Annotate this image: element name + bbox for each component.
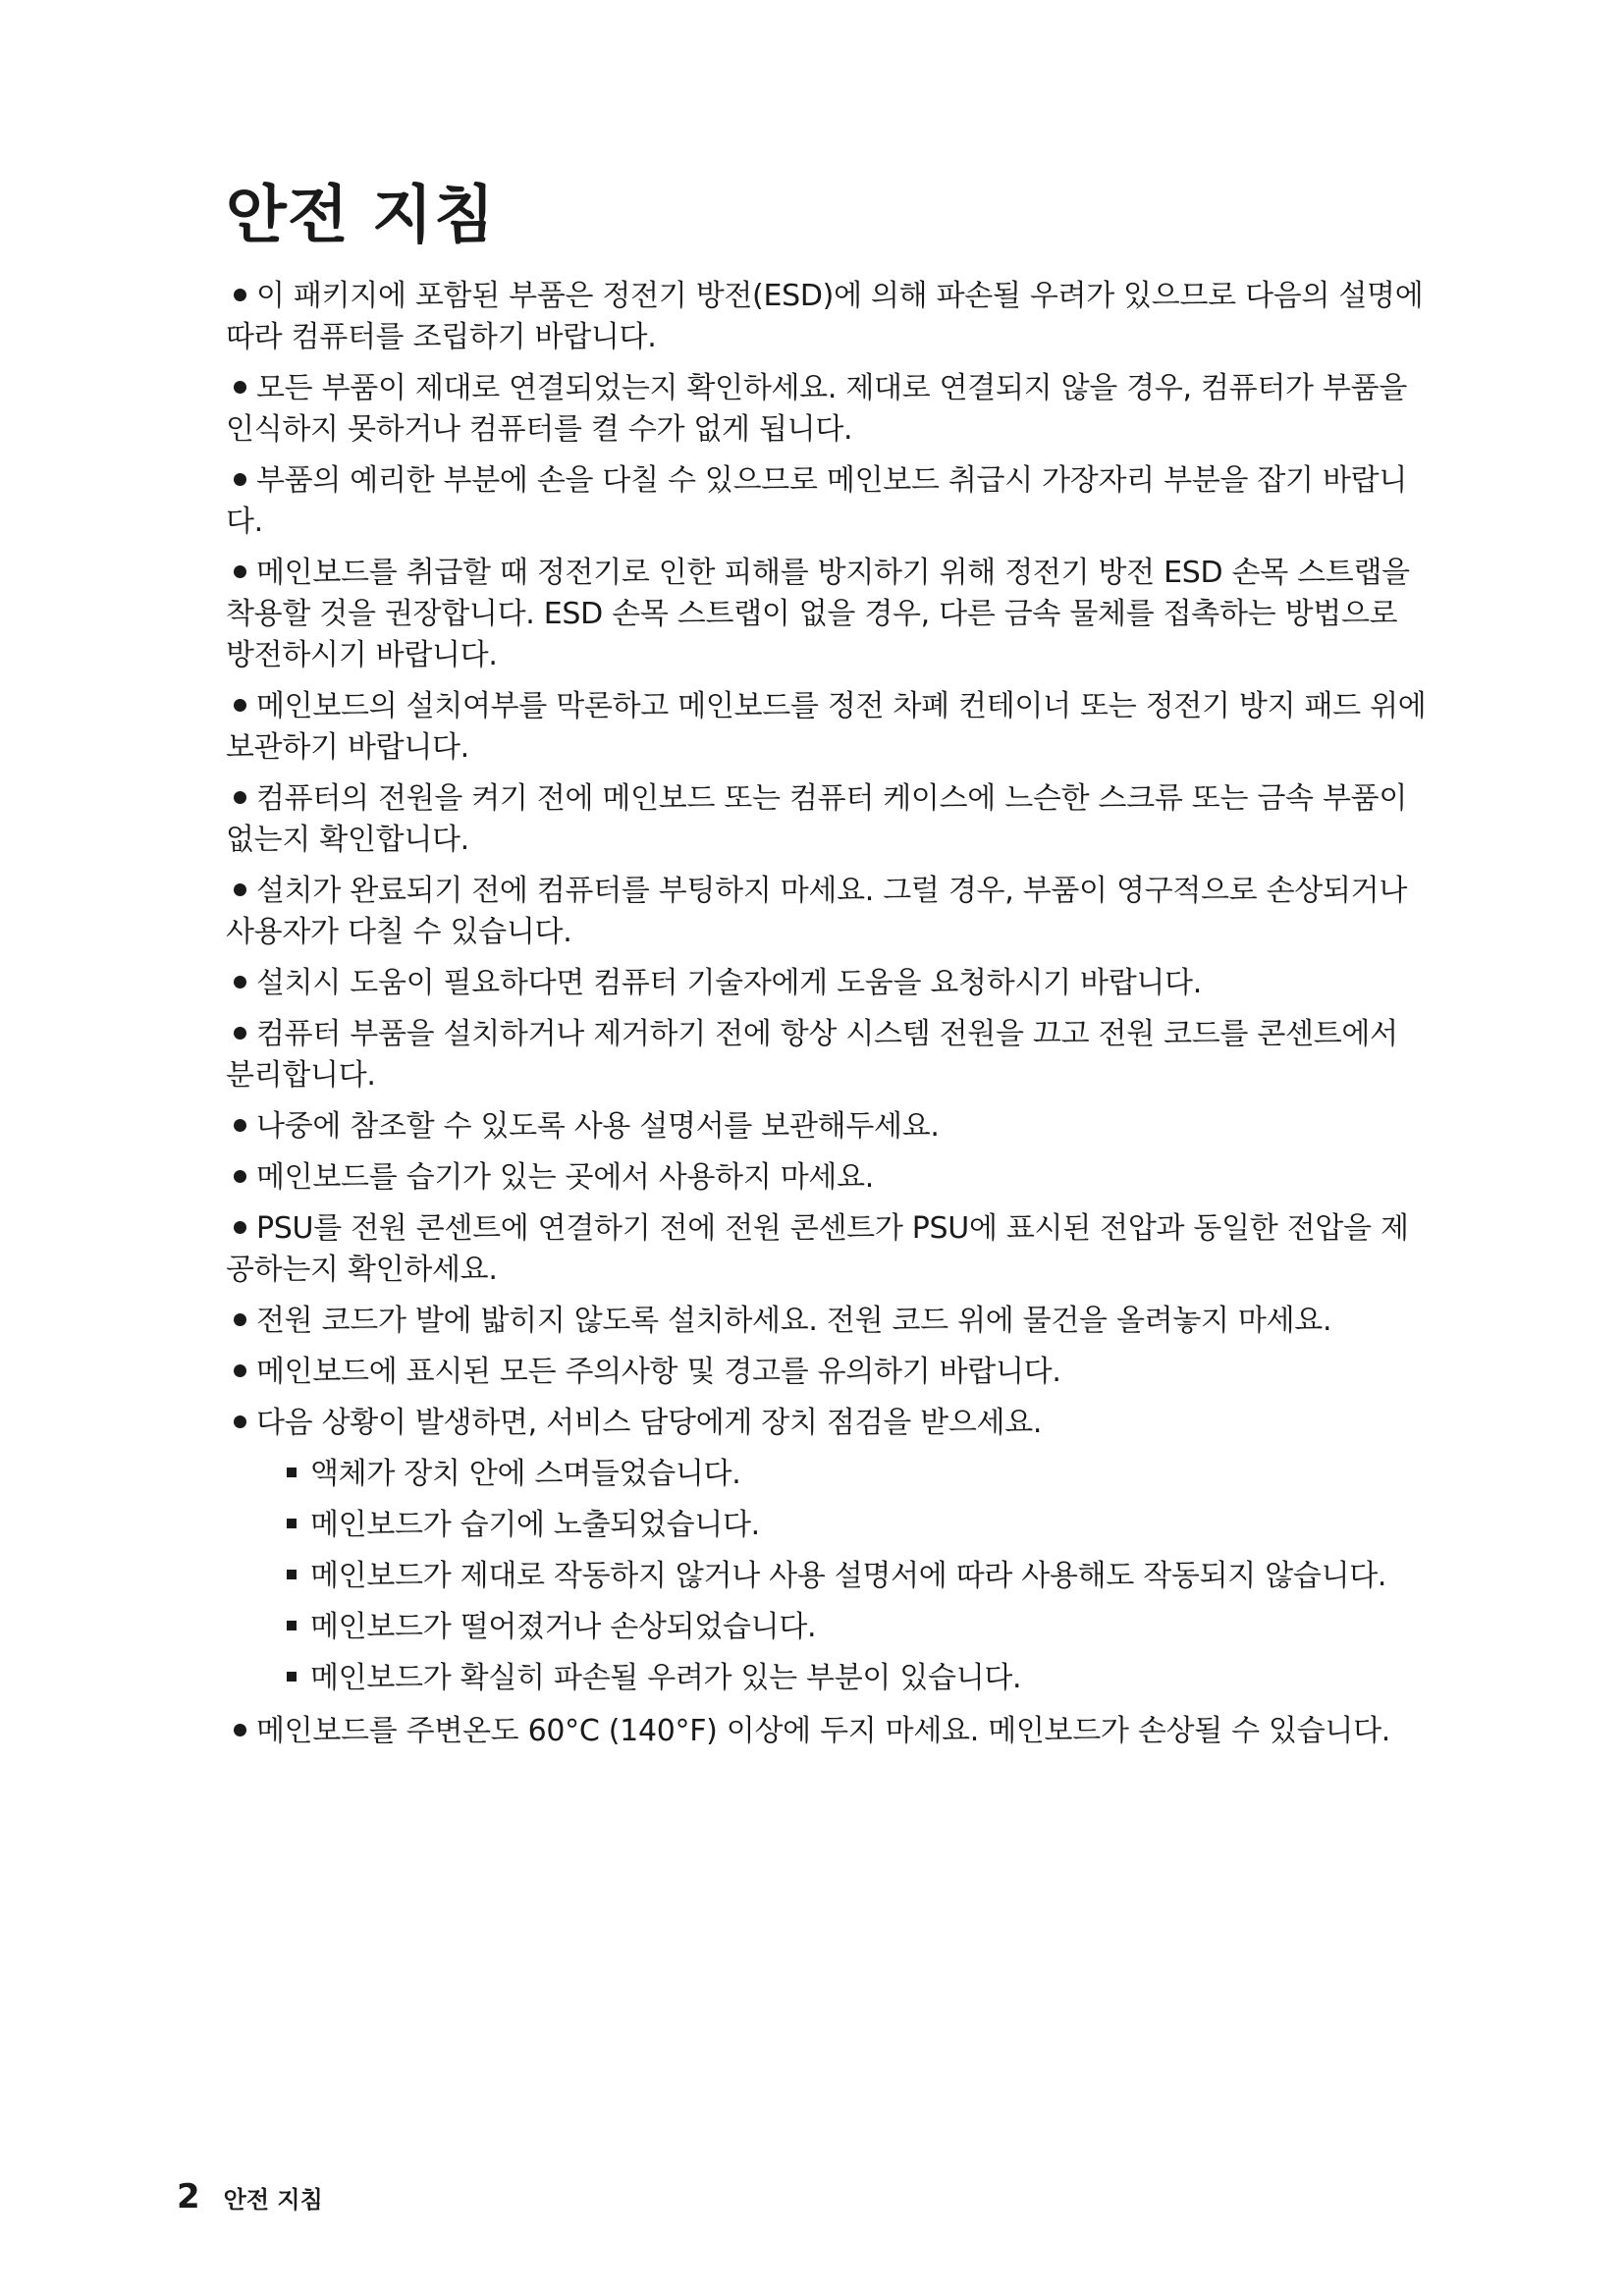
list-item (226, 460, 1434, 543)
safety-instructions-list (226, 276, 1434, 1762)
bullet-icon (234, 1221, 246, 1234)
list-item (226, 1106, 1434, 1148)
list-item (226, 686, 1434, 769)
square-bullet-icon (287, 1621, 297, 1630)
sub-list-item-text: 메인보드가 습기에 노출되었습니다. (310, 1508, 760, 1542)
bullet-icon (234, 381, 246, 394)
list-item (226, 963, 1434, 1004)
list-item (226, 1352, 1434, 1393)
list-item (226, 1711, 1434, 1752)
sub-list-item (287, 1556, 1434, 1597)
list-item-text: 모든 부품이 제대로 연결되었는지 확인하세요. 제대로 연결되지 않을 경우, 컴퓨터가 부품을 인식하지 못하거나 컴퓨터를 켤 수가 없게 됩니다. (226, 371, 1407, 447)
bullet-icon (234, 699, 246, 712)
list-item (226, 553, 1434, 676)
bullet-icon (234, 791, 246, 804)
list-item-text: 컴퓨터 부품을 설치하거나 제거하기 전에 항상 시스템 전원을 끄고 전원 코드를 콘센트에서 분리합니다. (226, 1017, 1398, 1093)
bullet-icon (234, 1364, 246, 1377)
bullet-icon (234, 976, 246, 988)
bullet-icon (234, 1119, 246, 1132)
sub-list-item-text: 메인보드가 떨어졌거나 손상되었습니다. (310, 1610, 817, 1644)
square-bullet-icon (287, 1570, 297, 1579)
square-bullet-icon (287, 1519, 297, 1528)
list-item-text: 나중에 참조할 수 있도록 사용 설명서를 보관해두세요. (256, 1109, 940, 1144)
bullet-icon (234, 1724, 246, 1736)
sub-list-item-text: 액체가 장치 안에 스며들었습니다. (310, 1457, 741, 1491)
page-footer (177, 2177, 323, 2216)
bullet-icon (234, 473, 246, 486)
bullet-icon (234, 1170, 246, 1183)
list-item-text: 전원 코드가 발에 밟히지 않도록 설치하세요. 전원 코드 위에 물건을 올려놓지 마세요. (256, 1304, 1332, 1338)
bullet-icon (234, 1415, 246, 1428)
list-item-text: 메인보드를 취급할 때 정전기로 인한 피해를 방지하기 위해 정전기 방전 ESD 손목 스트랩을 착용할 것을 권장합니다. ESD 손목 스트랩이 없을 경우, 다른 금속 물체를 접촉하는 방법으로 방전하시기 바랍니다. (226, 556, 1410, 672)
bullet-icon (234, 565, 246, 578)
list-item (226, 368, 1434, 451)
list-item-text: 설치가 완료되기 전에 컴퓨터를 부팅하지 마세요. 그럴 경우, 부품이 영구적으로 손상되거나 사용자가 다칠 수 있습니다. (226, 874, 1407, 949)
list-item-text: 설치시 도움이 필요하다면 컴퓨터 기술자에게 도움을 요청하시기 바랍니다. (256, 966, 1202, 1000)
list-item (226, 871, 1434, 953)
sub-list-item (287, 1454, 1434, 1495)
sub-list-item (287, 1505, 1434, 1546)
list-item-text: 메인보드의 설치여부를 막론하고 메인보드를 정전 차폐 컨테이너 또는 정전기 방지 패드 위에 보관하기 바랍니다. (226, 689, 1427, 765)
sub-list-item (287, 1607, 1434, 1648)
service-conditions-list (226, 1454, 1434, 1699)
bullet-icon (234, 1313, 246, 1326)
list-item (226, 1403, 1434, 1444)
page-title: 안전 지침 (226, 180, 496, 252)
list-item-text: 다음 상황이 발생하면, 서비스 담당에게 장치 점검을 받으세요. (256, 1406, 1043, 1440)
list-item (226, 1301, 1434, 1342)
bullet-icon (234, 883, 246, 896)
sub-list-item-text: 메인보드가 제대로 작동하지 않거나 사용 설명서에 따라 사용해도 작동되지 않습니다. (310, 1559, 1387, 1593)
sub-list-item-text: 메인보드가 확실히 파손될 우려가 있는 부분이 있습니다. (310, 1661, 1022, 1695)
list-item (226, 1014, 1434, 1096)
list-item-text: 이 패키지에 포함된 부품은 정전기 방전(ESD)에 의해 파손될 우려가 있으므로 다음의 설명에 따라 컴퓨터를 조립하기 바랍니다. (226, 279, 1424, 354)
list-item (226, 1157, 1434, 1199)
square-bullet-icon (287, 1468, 297, 1477)
square-bullet-icon (287, 1672, 297, 1682)
list-item (226, 778, 1434, 861)
list-item-text: 부품의 예리한 부분에 손을 다칠 수 있으므로 메인보드 취급시 가장자리 부분을 잡기 바랍니다. (226, 463, 1407, 539)
list-item-text: PSU를 전원 콘센트에 연결하기 전에 전원 콘센트가 PSU에 표시된 전압과 동일한 전압을 제공하는지 확인하세요. (226, 1211, 1409, 1287)
list-item (226, 1208, 1434, 1291)
list-item-text: 메인보드를 습기가 있는 곳에서 사용하지 마세요. (256, 1160, 875, 1195)
list-item-text: 컴퓨터의 전원을 켜기 전에 메인보드 또는 컴퓨터 케이스에 느슨한 스크류 또는 금속 부품이 없는지 확인합니다. (226, 781, 1407, 857)
sub-list-item (287, 1658, 1434, 1699)
bullet-icon (234, 289, 246, 301)
list-item-text: 메인보드에 표시된 모든 주의사항 및 경고를 유의하기 바랍니다. (256, 1355, 1061, 1389)
list-item (226, 276, 1434, 358)
page-number: 2 (177, 2177, 200, 2216)
footer-section-title: 안전 지침 (223, 2186, 323, 2214)
bullet-icon (234, 1027, 246, 1040)
list-item-text: 메인보드를 주변온도 60°C (140°F) 이상에 두지 마세요. 메인보드가 손상될 수 있습니다. (256, 1714, 1390, 1748)
